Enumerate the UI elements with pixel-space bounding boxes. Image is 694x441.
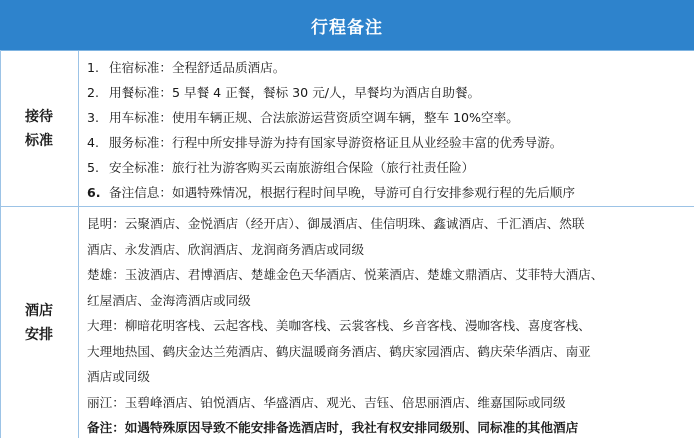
hotel-list-line: 酒店或同级 <box>87 369 150 384</box>
standard-item-number: 6. <box>87 185 101 200</box>
standard-item <box>87 130 688 155</box>
hotels-label-cell <box>0 207 79 438</box>
standards-row <box>0 51 694 207</box>
standard-item-text: 用车标准：使用车辆正规、合法旅游运营资质空调车辆，整车 10%空率。 <box>109 110 519 125</box>
standard-item-number: 1. <box>87 60 100 75</box>
hotels-label-line2: 安排 <box>25 326 53 343</box>
standard-item <box>87 155 688 180</box>
hotel-list-line: 大理：柳暗花明客栈、云起客栈、美咖客栈、云裳客栈、乡音客栈、漫咖客栈、喜度客栈、 <box>87 318 591 333</box>
standards-content <box>79 51 694 206</box>
page-title: 行程备注 <box>0 0 694 51</box>
standard-item-text: 服务标准：行程中所安排导游为持有国家导游资格证且从业经验丰富的优秀导游。 <box>109 135 563 150</box>
standard-item-text: 备注信息：如遇特殊情况，根据行程时间早晚，导游可自行安排参观行程的先后顺序 <box>109 185 575 200</box>
standard-item-text: 住宿标准：全程舒适品质酒店。 <box>109 60 286 75</box>
hotel-list-line: 楚雄：玉波酒店、君博酒店、楚雄金色天华酒店、悦莱酒店、楚雄文鼎酒店、艾菲特大酒店、 <box>87 267 604 282</box>
hotels-row <box>0 207 694 438</box>
hotel-list-line: 丽江：玉碧峰酒店、铂悦酒店、华盛酒店、观光、吉钰、倍思丽酒店、维嘉国际或同级 <box>87 394 566 410</box>
hotel-list-line: 昆明：云聚酒店、金悦酒店（经开店）、御晟酒店、佳信明珠、鑫诚酒店、千汇酒店、然联 <box>87 216 585 231</box>
hotels-label-line1: 酒店 <box>25 302 53 319</box>
standard-item <box>87 55 688 80</box>
standard-item-number: 3. <box>87 110 100 125</box>
standard-item-text: 安全标准：旅行社为游客购买云南旅游组合保险（旅行社责任险） <box>109 160 475 175</box>
hotel-list-line: 红屋酒店、金海湾酒店或同级 <box>87 292 251 308</box>
standard-item-text: 用餐标准：5 早餐 4 正餐，餐标 30 元/人，早餐均为酒店自助餐。 <box>109 85 481 100</box>
standard-item <box>87 105 688 130</box>
hotel-note: 备注：如遇特殊原因导致不能安排备选酒店时，我社有权安排同级别、同标准的其他酒店 <box>87 420 579 435</box>
standards-label-line1: 接待 <box>25 108 53 125</box>
hotel-list-line: 大理地热国、鹤庆金达兰苑酒店、鹤庆温暖商务酒店、鹤庆家园酒店、鹤庆荣华酒店、南亚 <box>87 343 591 359</box>
standard-item-number: 2. <box>87 85 100 100</box>
standards-label-line2: 标准 <box>25 132 53 149</box>
standard-item <box>87 180 688 205</box>
hotels-content <box>79 207 694 438</box>
hotel-list-line: 酒店、永发酒店、欣润酒店、龙润商务酒店或同级 <box>87 241 365 257</box>
standard-item-number: 4. <box>87 135 100 150</box>
standard-item <box>87 80 688 105</box>
standards-label-cell <box>0 51 79 206</box>
standard-item-number: 5. <box>87 160 100 175</box>
